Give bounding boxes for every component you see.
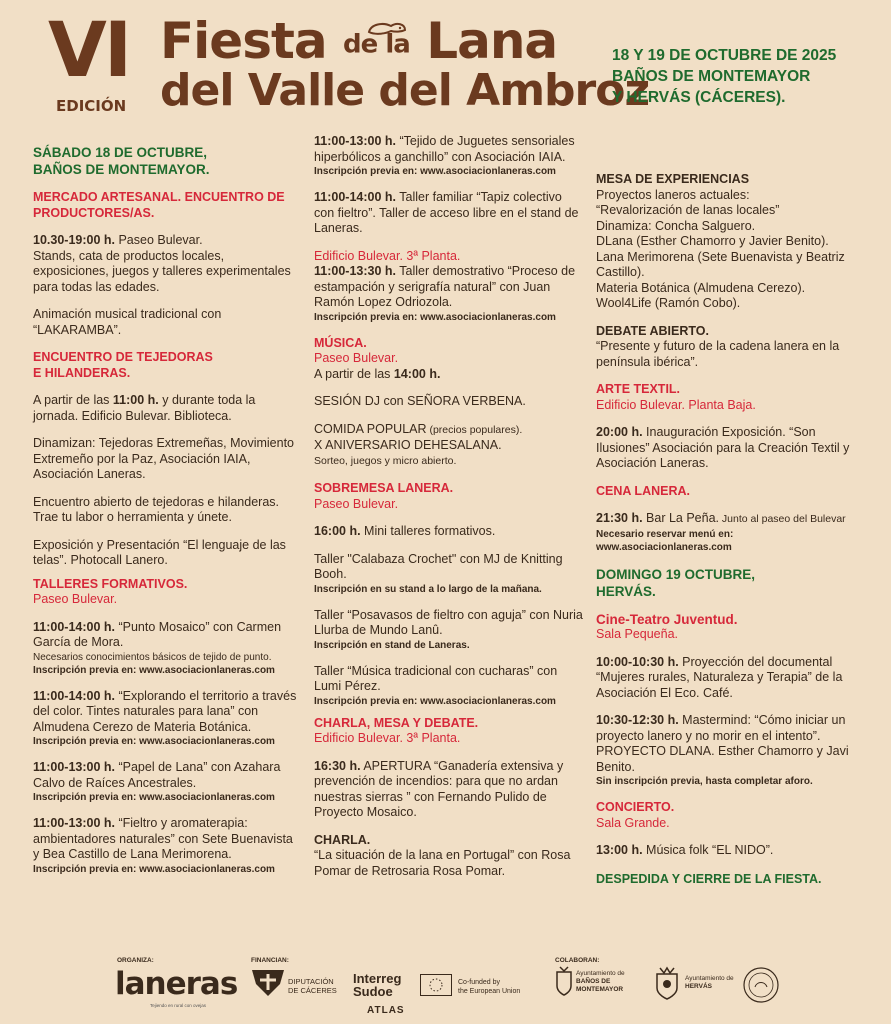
hervas-text: Ayuntamiento de HERVÁS [685,975,734,990]
laneras-logo: laneras [115,966,238,1002]
section-title-debate: DEBATE ABIERTO. [596,323,709,338]
section-title-concierto: CONCIERTO. [596,800,675,814]
mini-taller-3-note: Inscripción previa en: www.asociacionlaneras.com [314,695,556,707]
event-animacion: Animación musical tradicional con “LAKARAMBA”. [33,307,222,337]
taller-3: 11:00-13:00 h. “Papel de Lana” con Azahara Calvo de Raíces Ancestrales. [33,760,281,790]
event-proyeccion: 10:00-10:30 h. Proyección del documental “Mujeres rurales, Naturaleza y Terapia” de la Asociación El Eco. Café. [596,654,843,700]
event-sesion-dj: SESIÓN DJ con SEÑORA VERBENA. [314,394,526,408]
section-place-musica: Paseo Bulevar. [314,351,399,365]
section-place-cine: Sala Pequeña. [596,627,679,641]
section-title-encuentro-2: E HILANDERAS. [33,365,131,380]
event-folk: 13:00 h. Música folk “EL NIDO”. [596,843,774,857]
section-place-sobremesa: Paseo Bulevar. [314,496,399,511]
mesa-line-1: Proyectos laneros actuales: [596,187,750,202]
mini-taller-1: Taller "Calabaza Crochet" con MJ de Knitting Booh. [314,551,563,581]
mini-taller-2-note: Inscripción en stand de Laneras. [314,639,470,651]
taller-6: 11:00-14:00 h. Taller familiar “Tapiz colectivo con fieltro”. Taller de acceso libre en el stand de Laneras. [314,190,579,235]
section-title-talleres: TALLERES FORMATIVOS. [33,576,188,591]
section-title-sobremesa: SOBREMESA LANERA. [314,481,454,495]
section-place-talleres: Paseo Bulevar. [33,592,118,606]
event-inauguracion: 20:00 h. Inauguración Exposición. “Son Ilusiones” Asociación para la Creación Textil y Asociación Laneras. [596,425,850,470]
event-sorteo: Sorteo, juegos y micro abierto. [314,454,457,467]
mini-taller-1-note: Inscripción en su stand a lo largo de la mañana. [314,583,542,595]
cena-reserva: Necesario reservar menú en: [596,528,734,540]
taller-3-inscripcion: Inscripción previa en: www.asociacionlaneras.com [33,792,275,803]
mesa-line-7: Wool4Life (Ramón Cobo). [596,296,741,310]
dates-place-2: Y HERVÁS (CÁCERES). [612,89,786,106]
financian-label: FINANCIAN: [251,957,289,964]
title-fiesta: Fiesta [160,12,327,70]
program-column-3 [596,130,866,888]
event-apertura: 16:30 h. APERTURA “Ganadería extensiva y prevención de incendios: para que no ardan nuestras sierras ” con Fernando Pulido de Proyecto Mosaico. [314,758,564,819]
taller-2: 11:00-14:00 h. “Explorando el territorio a través del color. Tintes naturales para lana” con Almudena Cerezo de Materia Botánica. [33,688,297,734]
atlas-label: ATLAS [367,1005,405,1016]
section-title-cena: CENA LANERA. [596,483,690,498]
mesa-line-3: Dinamiza: Concha Salguero. [596,218,756,233]
event-aniversario: X ANIVERSARIO DEHESALANA. [314,438,502,452]
section-title-charla: CHARLA. [314,832,371,847]
poster-header [0,0,891,128]
title-line-1 [160,14,557,72]
taller-1-inscripcion: Inscripción previa en: www.asociacionlaneras.com [33,664,275,676]
diputacion-icon [250,968,286,998]
section-place-concierto: Sala Grande. [596,815,670,830]
organiza-label: ORGANIZA: [117,957,154,964]
mesa-line-4: DLana (Esther Chamorro y Javier Benito). [596,234,829,248]
edition-label: EDICIÓN [56,97,127,115]
cena-web: www.asociacionlaneras.com [596,541,732,553]
section-title-cine: Cine-Teatro Juventud. [596,611,738,627]
title-lana: Lana [426,12,558,70]
section-title-musica: MÚSICA. [314,335,367,350]
interreg-logo: Interreg Sudoe [353,971,402,999]
eu-flag-icon [420,974,452,996]
event-comida: COMIDA POPULAR (precios populares). [314,421,523,436]
taller-7-inscripcion: Inscripción previa en: www.asociacionlaneras.com [314,311,556,323]
section-title-arte: ARTE TEXTIL. [596,382,681,396]
taller-2-inscripcion: Inscripción previa en: www.asociacionlaneras.com [33,736,275,747]
mesa-line-6: Materia Botánica (Almudena Cerezo). [596,280,806,295]
eu-text: Co-funded by the European Union [458,979,521,995]
event-dates [612,45,836,108]
taller-1-note: Necesarios conocimientos básicos de tejido de punto. [33,651,272,663]
taller-5: 11:00-13:00 h. “Tejido de Juguetes sensoriales hiperbólicos a ganchillo” con Asociación IAIA. [314,134,575,164]
banos-text: Ayuntamiento de BAÑOS DE MONTEMAYOR [576,970,625,993]
event-cena: 21:30 h. Bar La Peña. Junto al paseo del Bulevar [596,511,846,525]
taller-4-inscripcion: Inscripción previa en: www.asociacionlaneras.com [33,863,275,875]
mini-taller-3: Taller “Música tradicional con cucharas” con Lumi Pérez. [314,663,558,693]
title-dela: de la [343,29,410,60]
event-despedida: DESPEDIDA Y CIERRE DE LA FIESTA. [596,871,822,886]
seal-icon [742,966,780,1004]
banos-crest-icon [555,966,573,996]
section-title-charla-mesa: CHARLA, MESA Y DEBATE. [314,715,479,730]
colaboran-label: COLABORAN: [555,957,600,964]
day2-place: HERVÁS. [596,583,656,599]
taller-4: 11:00-13:00 h. “Fieltro y aromaterapia: ambientadores naturales” con Sete Buenavista y Bea Castillo de Lana Merimorena. [33,816,293,861]
sponsors-footer [0,952,891,1024]
event-mini-talleres: 16:00 h. Mini talleres formativos. [314,524,496,538]
section-place-arte: Edificio Bulevar. Planta Baja. [596,397,756,412]
day-heading: SÁBADO 18 DE OCTUBRE, [33,145,208,160]
event-musica: A partir de las 14:00 h. [314,366,441,381]
laneras-tagline: Tejiendo en rural con ovejas [150,1003,207,1008]
section-title-encuentro: ENCUENTRO DE TEJEDORAS [33,350,213,364]
taller-1: 11:00-14:00 h. “Punto Mosaico” con Carmen García de Mora. [33,619,282,649]
day2-heading: DOMINGO 19 OCTUBRE, [596,566,756,582]
event-mercado-desc: Stands, cata de productos locales, exposiciones, juegos y talleres experimentales para todas las edades. [33,248,291,294]
event-encuentro-abierto: Encuentro abierto de tejedoras e hilanderas. Trae tu labor o herramienta y únete. [33,494,279,524]
mastermind-note: Sin inscripción previa, hasta completar aforo. [596,776,813,787]
mesa-line-2: “Revalorización de lanas locales” [596,203,780,217]
event-encuentro: A partir de las 11:00 h. y durante toda la jornada. Edificio Bulevar. Biblioteca. [33,393,256,423]
event-dinamizan: Dinamizan: Tejedoras Extremeñas, Movimiento Extremeño por la Paz, Asociación IAIA, Asociación Laneras. [33,436,294,481]
event-debate: “Presente y futuro de la cadena lanera en la península ibérica”. [596,339,840,369]
program-column-1 [33,130,298,876]
mini-taller-2: Taller “Posavasos de fieltro con aguja” con Nuria Llurba de Mundo Lanû. [314,607,583,637]
hervas-crest-icon [652,966,682,1000]
mesa-line-5: Lana Merimorena (Sete Buenavista y Beatriz Castillo). [596,249,845,279]
edition-number: VI [48,5,130,94]
taller-5-inscripcion: Inscripción previa en: www.asociacionlaneras.com [314,166,556,177]
day-place: BAÑOS DE MONTEMAYOR. [33,162,210,177]
sheep-icon [365,18,409,40]
title-line-2: del Valle del Ambroz [160,65,650,116]
event-mercado: 10.30-19:00 h. Paseo Bulevar. [33,233,203,247]
taller-7: 11:00-13:30 h. Taller demostrativo “Proceso de estampación y serigrafía natural” con Juan Ramón Lopez Odriozola. [314,264,576,309]
section-title-mesa: MESA DE EXPERIENCIAS [596,172,750,186]
dates-line: 18 Y 19 DE OCTUBRE DE 2025 [612,47,837,64]
event-mastermind: 10:30-12:30 h. Mastermind: “Cómo iniciar un proyecto lanero y no morir en el intento”. PROYECTO DLANA. Esther Chamorro y Javi Benito. [596,713,849,774]
event-exposicion: Exposición y Presentación “El lenguaje de las telas”. Photocall Lanero. [33,537,286,567]
program-column-2 [314,130,584,879]
diputacion-text: DIPUTACIÓN DE CÁCERES [288,977,337,995]
event-charla: “La situación de la lana en Portugal” con Rosa Pomar de Retrosaria Rosa Pomar. [314,848,571,878]
section-place-charla-mesa: Edificio Bulevar. 3ª Planta. [314,731,461,745]
dates-place: BAÑOS DE MONTEMAYOR [612,68,811,85]
section-title-mercado: MERCADO ARTESANAL. ENCUENTRO DE PRODUCTORES/AS. [33,190,285,220]
section-place-edificio: Edificio Bulevar. 3ª Planta. [314,248,461,263]
